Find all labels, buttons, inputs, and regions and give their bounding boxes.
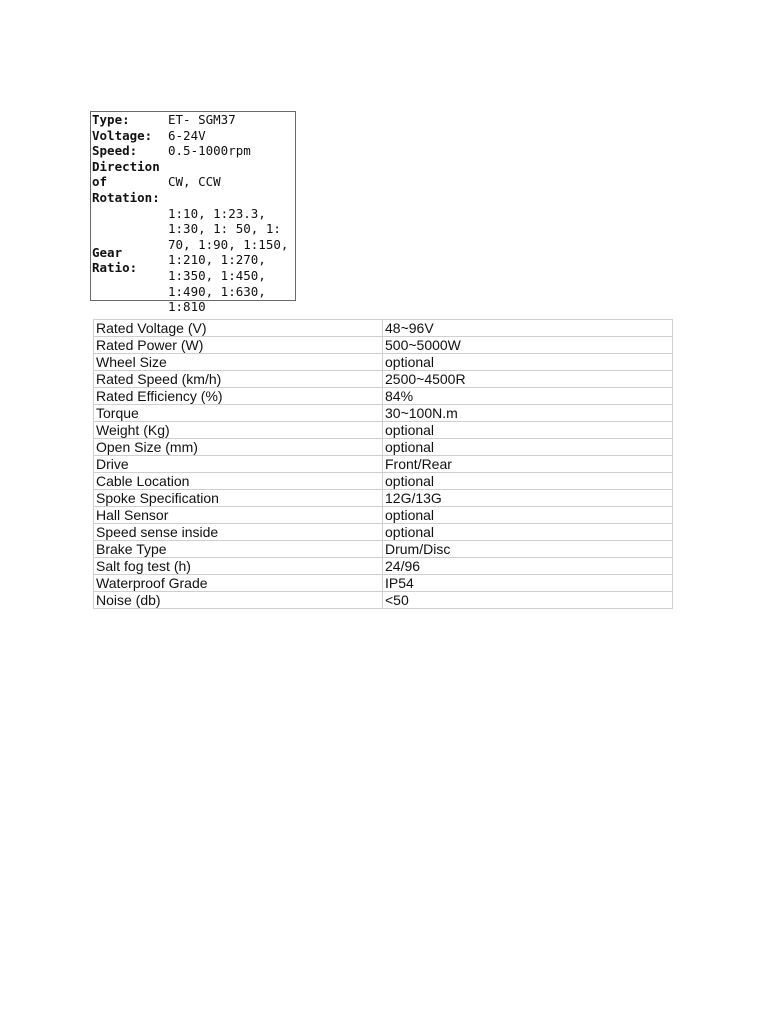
row-label: Waterproof Grade — [94, 575, 383, 592]
row-value: optional — [383, 507, 673, 524]
spec-label: Gear Ratio: — [92, 244, 138, 276]
spec-value: ET- SGM37 — [168, 112, 236, 127]
row-label: Weight (Kg) — [94, 422, 383, 439]
spec-label: Direction of Rotation: — [92, 158, 160, 205]
table-row — [94, 524, 673, 541]
row-value: 12G/13G — [383, 490, 673, 507]
spec-row-speed — [91, 143, 295, 159]
row-label: Noise (db) — [94, 592, 383, 609]
spec-value: 6-24V — [168, 127, 206, 143]
row-label: Rated Speed (km/h) — [94, 371, 383, 388]
row-label: Salt fog test (h) — [94, 558, 383, 575]
spec-row-gear-ratio — [91, 206, 295, 315]
row-value: 48~96V — [383, 320, 673, 337]
row-label: Hall Sensor — [94, 507, 383, 524]
row-label: Rated Power (W) — [94, 337, 383, 354]
hub-motor-spec-table — [93, 319, 673, 609]
table-row — [94, 473, 673, 490]
row-value: Drum/Disc — [383, 541, 673, 558]
spec-row-voltage — [91, 128, 295, 144]
row-value: optional — [383, 439, 673, 456]
table-row — [94, 337, 673, 354]
row-label: Open Size (mm) — [94, 439, 383, 456]
table-row — [94, 439, 673, 456]
row-label: Brake Type — [94, 541, 383, 558]
row-label: Rated Efficiency (%) — [94, 388, 383, 405]
spec-row-direction — [91, 159, 295, 206]
table-row — [94, 354, 673, 371]
row-value: 84% — [383, 388, 673, 405]
row-value: optional — [383, 524, 673, 541]
table-row — [94, 388, 673, 405]
row-label: Spoke Specification — [94, 490, 383, 507]
row-value: 500~5000W — [383, 337, 673, 354]
row-label: Speed sense inside — [94, 524, 383, 541]
row-value: 2500~4500R — [383, 371, 673, 388]
motor-spec-list — [91, 112, 295, 315]
table-row — [94, 541, 673, 558]
row-value: optional — [383, 422, 673, 439]
table-row — [94, 371, 673, 388]
spec-label: Speed: — [92, 143, 138, 159]
row-value: optional — [383, 354, 673, 371]
table-row — [94, 507, 673, 524]
table-row — [94, 558, 673, 575]
table-row — [94, 320, 673, 337]
row-value: optional — [383, 473, 673, 490]
row-value: 30~100N.m — [383, 405, 673, 422]
spec-value: 1:10, 1:23.3, 1:30, 1: 50, 1: 70, 1:90, 1:150, 1:210, 1:270, 1:350, 1:450, 1:490, 1:630, 1:810 — [168, 205, 289, 315]
row-label: Wheel Size — [94, 354, 383, 371]
row-label: Drive — [94, 456, 383, 473]
table-row — [94, 592, 673, 609]
row-label: Cable Location — [94, 473, 383, 490]
table-row — [94, 575, 673, 592]
row-value: Front/Rear — [383, 456, 673, 473]
table-row — [94, 456, 673, 473]
table-row — [94, 490, 673, 507]
spec-row-type — [91, 112, 295, 128]
spec-label: Voltage: — [92, 127, 153, 143]
spec-value: 0.5-1000rpm — [168, 143, 251, 159]
spec-label: Type: — [92, 112, 130, 127]
row-value: 24/96 — [383, 558, 673, 575]
spec-value: CW, CCW — [168, 174, 221, 190]
table-row — [94, 422, 673, 439]
motor-spec-box — [90, 111, 296, 315]
row-label: Rated Voltage (V) — [94, 320, 383, 337]
row-value: <50 — [383, 592, 673, 609]
table-row — [94, 405, 673, 422]
row-value: IP54 — [383, 575, 673, 592]
row-label: Torque — [94, 405, 383, 422]
